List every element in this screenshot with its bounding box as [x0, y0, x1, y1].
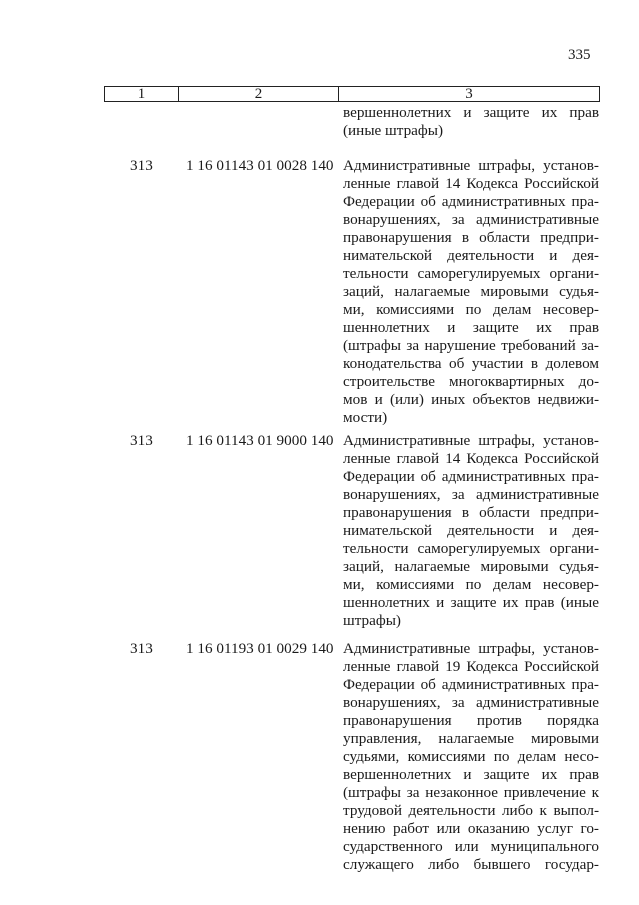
column-header-3: 3 [465, 86, 473, 102]
text-line: нимательской деятельности и дея- [343, 247, 599, 264]
text-line: Федерации об административных пра- [343, 676, 599, 693]
text-line: Административные штрафы, установ- [343, 640, 599, 657]
text-line: сударственного или муниципального [343, 838, 599, 855]
text-line: Административные штрафы, установ- [343, 432, 599, 449]
admin-code: 313 [130, 432, 153, 449]
text-line: ми, комиссиями по делам несовер- [343, 576, 599, 593]
text-line: конодательства об участии в долевом [343, 355, 599, 372]
text-line: ленные главой 14 Кодекса Российской [343, 175, 599, 192]
text-line: трудовой деятельности либо к выпол- [343, 802, 599, 819]
text-line: мости) [343, 409, 388, 426]
text-line: вонарушениях, за административные [343, 486, 599, 503]
column-header-1: 1 [105, 87, 179, 101]
text-line: Федерации об административных пра- [343, 193, 599, 210]
text-line: шеннолетних и защите их прав (иные [343, 594, 599, 611]
text-line: тельности саморегулируемых органи- [343, 265, 599, 282]
entry-description [343, 640, 599, 874]
entry-description [343, 157, 599, 427]
text-line: заций, налагаемые мировыми судья- [343, 558, 599, 575]
text-line: Административные штрафы, установ- [343, 157, 599, 174]
text-line: ленные главой 19 Кодекса Российской [343, 658, 599, 675]
column-header-2: 2 [179, 87, 339, 101]
text-line: строительстве многоквартирных до- [343, 373, 599, 390]
admin-code: 313 [130, 640, 153, 657]
budget-classification-code: 1 16 01143 01 9000 140 [186, 432, 334, 449]
text-line: ленные главой 14 Кодекса Российской [343, 450, 599, 467]
text-line: заций, налагаемые мировыми судья- [343, 283, 599, 300]
page-number: 335 [568, 47, 591, 63]
column-header-row [104, 86, 600, 102]
text-line: тельности саморегулируемых органи- [343, 540, 599, 557]
entry-description [343, 432, 599, 630]
text-line: управления, налагаемые мировыми [343, 730, 599, 747]
text-line: правонарушения в области предпри- [343, 229, 599, 246]
text-line: судьями, комиссиями по делам несо- [343, 748, 599, 765]
text-line: правонарушения в области предпри- [343, 504, 599, 521]
admin-code: 313 [130, 157, 153, 174]
continuation-text [343, 104, 599, 140]
text-line: мов и (или) иных объектов недвижи- [343, 391, 599, 408]
text-line: нимательской деятельности и дея- [343, 522, 599, 539]
text-line: (штрафы за незаконное привлечение к [343, 784, 599, 801]
text-line: правонарушения против порядка [343, 712, 599, 729]
text-line: (иные штрафы) [343, 122, 444, 139]
text-line: служащего либо бывшего государ- [343, 856, 599, 873]
text-line: нению работ или оказанию услуг го- [343, 820, 599, 837]
text-line: вонарушениях, за административные [343, 694, 599, 711]
text-line: штрафы) [343, 612, 401, 629]
text-line: вершеннолетних и защите их прав [343, 104, 599, 121]
text-line: шеннолетних и защите их прав [343, 319, 599, 336]
budget-classification-code: 1 16 01143 01 0028 140 [186, 157, 334, 174]
text-line: (штрафы за нарушение требований за- [343, 337, 599, 354]
text-line: ми, комиссиями по делам несовер- [343, 301, 599, 318]
text-line: Федерации об административных пра- [343, 468, 599, 485]
budget-classification-code: 1 16 01193 01 0029 140 [186, 640, 334, 657]
text-line: вонарушениях, за административные [343, 211, 599, 228]
text-line: вершеннолетних и защите их прав [343, 766, 599, 783]
